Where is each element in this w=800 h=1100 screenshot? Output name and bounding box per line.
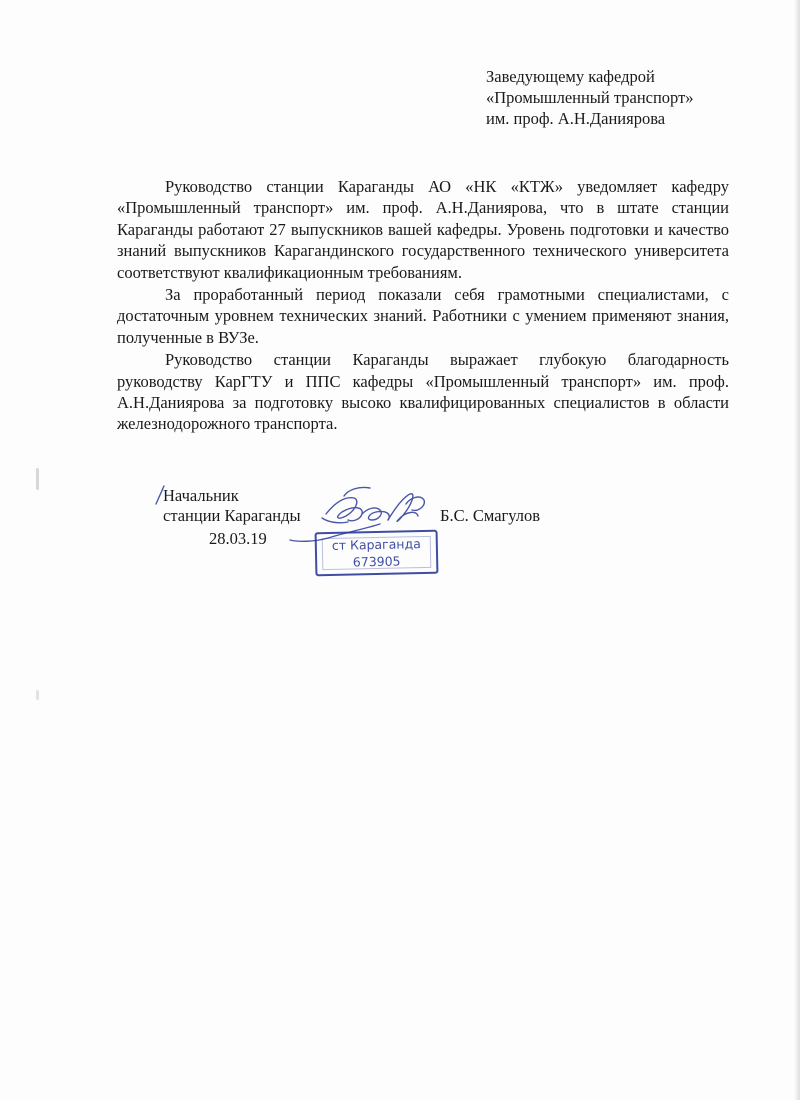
signatory-title: Начальник (163, 486, 239, 505)
signatory-station: станции Караганды (163, 506, 301, 525)
stamp-code: 673905 (352, 553, 401, 570)
letter-body (117, 176, 729, 435)
addressee-block (486, 66, 694, 129)
body-paragraph: За проработанный период показали себя грамотными специалистами, с достаточным уровнем технических знаний. Работники с умением применяют знания, полученные в ВУЗе. (117, 285, 729, 347)
station-stamp (315, 530, 439, 577)
scan-mark (36, 690, 39, 700)
body-paragraph: Руководство станции Караганды АО «НК «КТЖ» уведомляет кафедру «Промышленный транспорт» им. проф. А.Н.Даниярова, что в штате станции Караганды работают 27 выпускников вашей кафедры. Уровень подготовки и качество знаний выпускников Карагандинского государственного технического университета соответствуют квалификационным требованиям. (117, 177, 729, 282)
body-paragraph: Руководство станции Караганды выражает глубокую благодарность руководству КарГТУ и ППС кафедры «Промышленный транспорт» им. проф. А.Н.Даниярова за подготовку высоко квалифицированных специалистов в области железнодорожного транспорта. (117, 350, 729, 434)
scan-edge-shadow (794, 0, 800, 1100)
signature-date: 28.03.19 (209, 529, 267, 548)
addressee-line: им. проф. А.Н.Даниярова (486, 109, 666, 128)
addressee-line: Заведующему кафедрой (486, 67, 655, 86)
scan-mark (36, 468, 39, 490)
signatory-position (163, 486, 301, 526)
signatory-name: Б.С. Смагулов (440, 506, 541, 525)
stamp-station: ст Караганда (331, 536, 421, 553)
addressee-line: «Промышленный транспорт» (486, 88, 694, 107)
